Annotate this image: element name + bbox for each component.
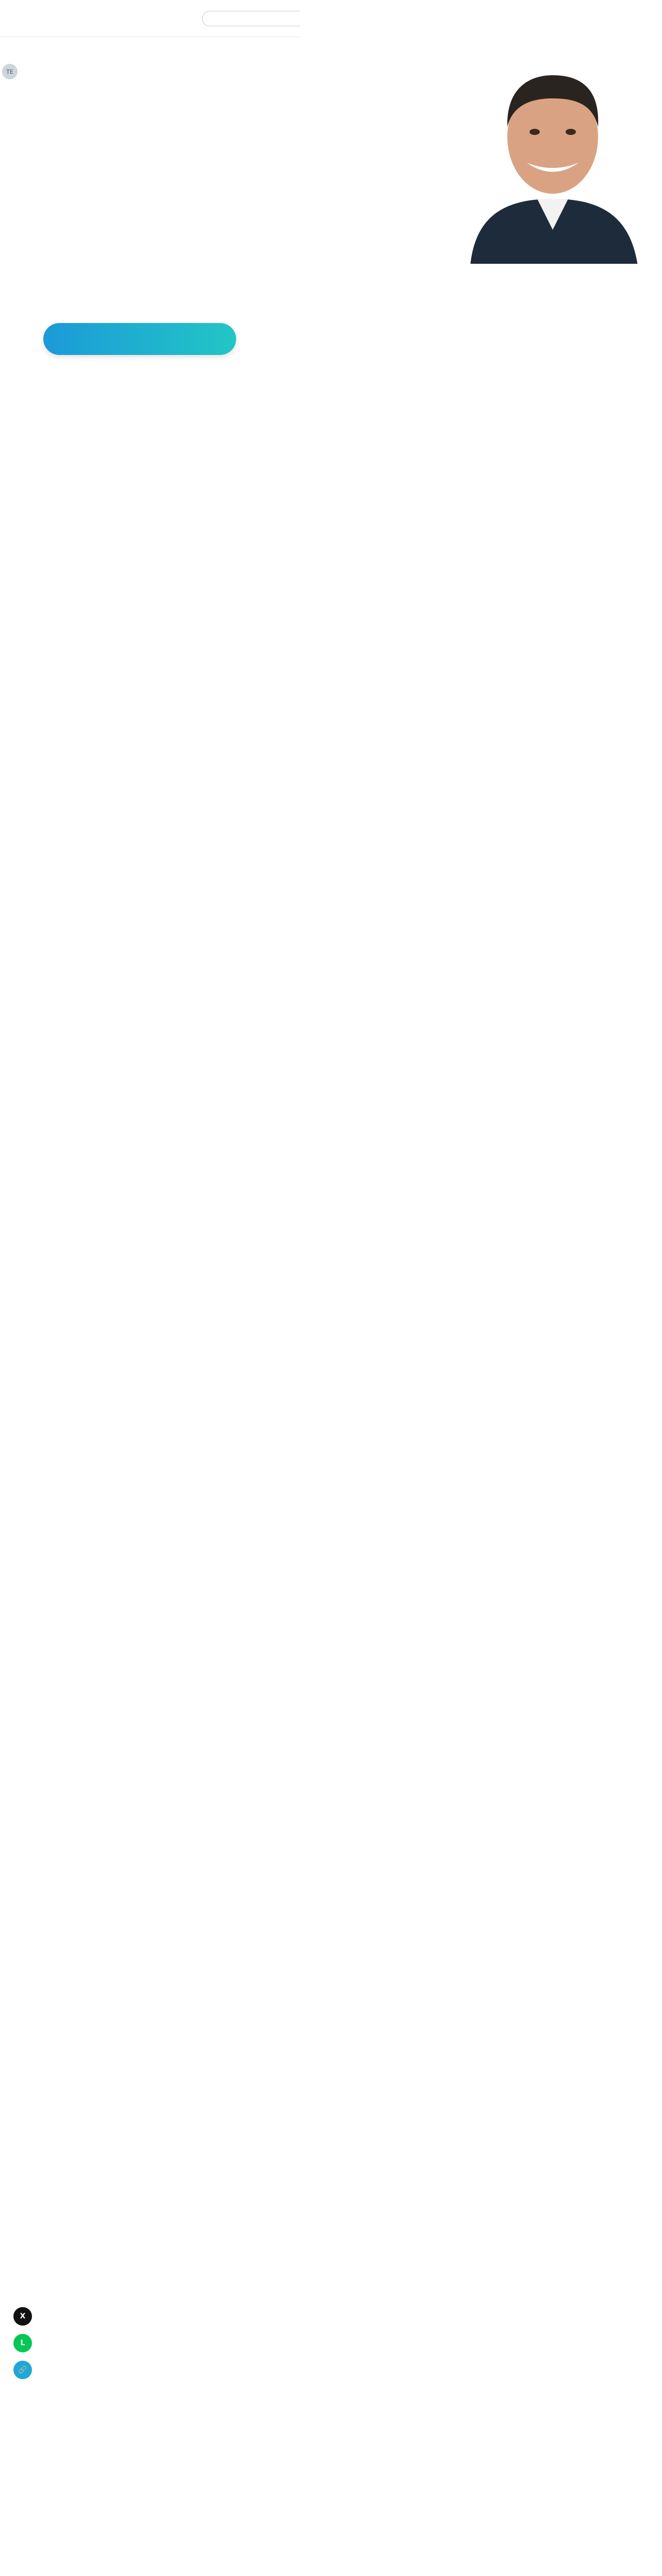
line-share-icon[interactable]: L [13,2334,32,2352]
salon-info-heading [93,416,94,424]
link-share-icon[interactable]: 🔗 [13,2361,32,2379]
salon-body [93,685,433,782]
hero-info [0,57,289,91]
search-input[interactable] [208,15,300,22]
owner-portrait [460,44,646,264]
plan-heading [474,416,475,424]
owner-row[interactable] [2,64,289,79]
avatar: TE [2,64,18,79]
join-salon-button[interactable] [43,323,236,355]
plan-compare-tables [93,437,443,460]
x-share-icon[interactable]: X [13,2307,32,2326]
salon-side-nav [10,421,72,439]
hero-banner [300,8,662,264]
search-box [202,11,310,26]
